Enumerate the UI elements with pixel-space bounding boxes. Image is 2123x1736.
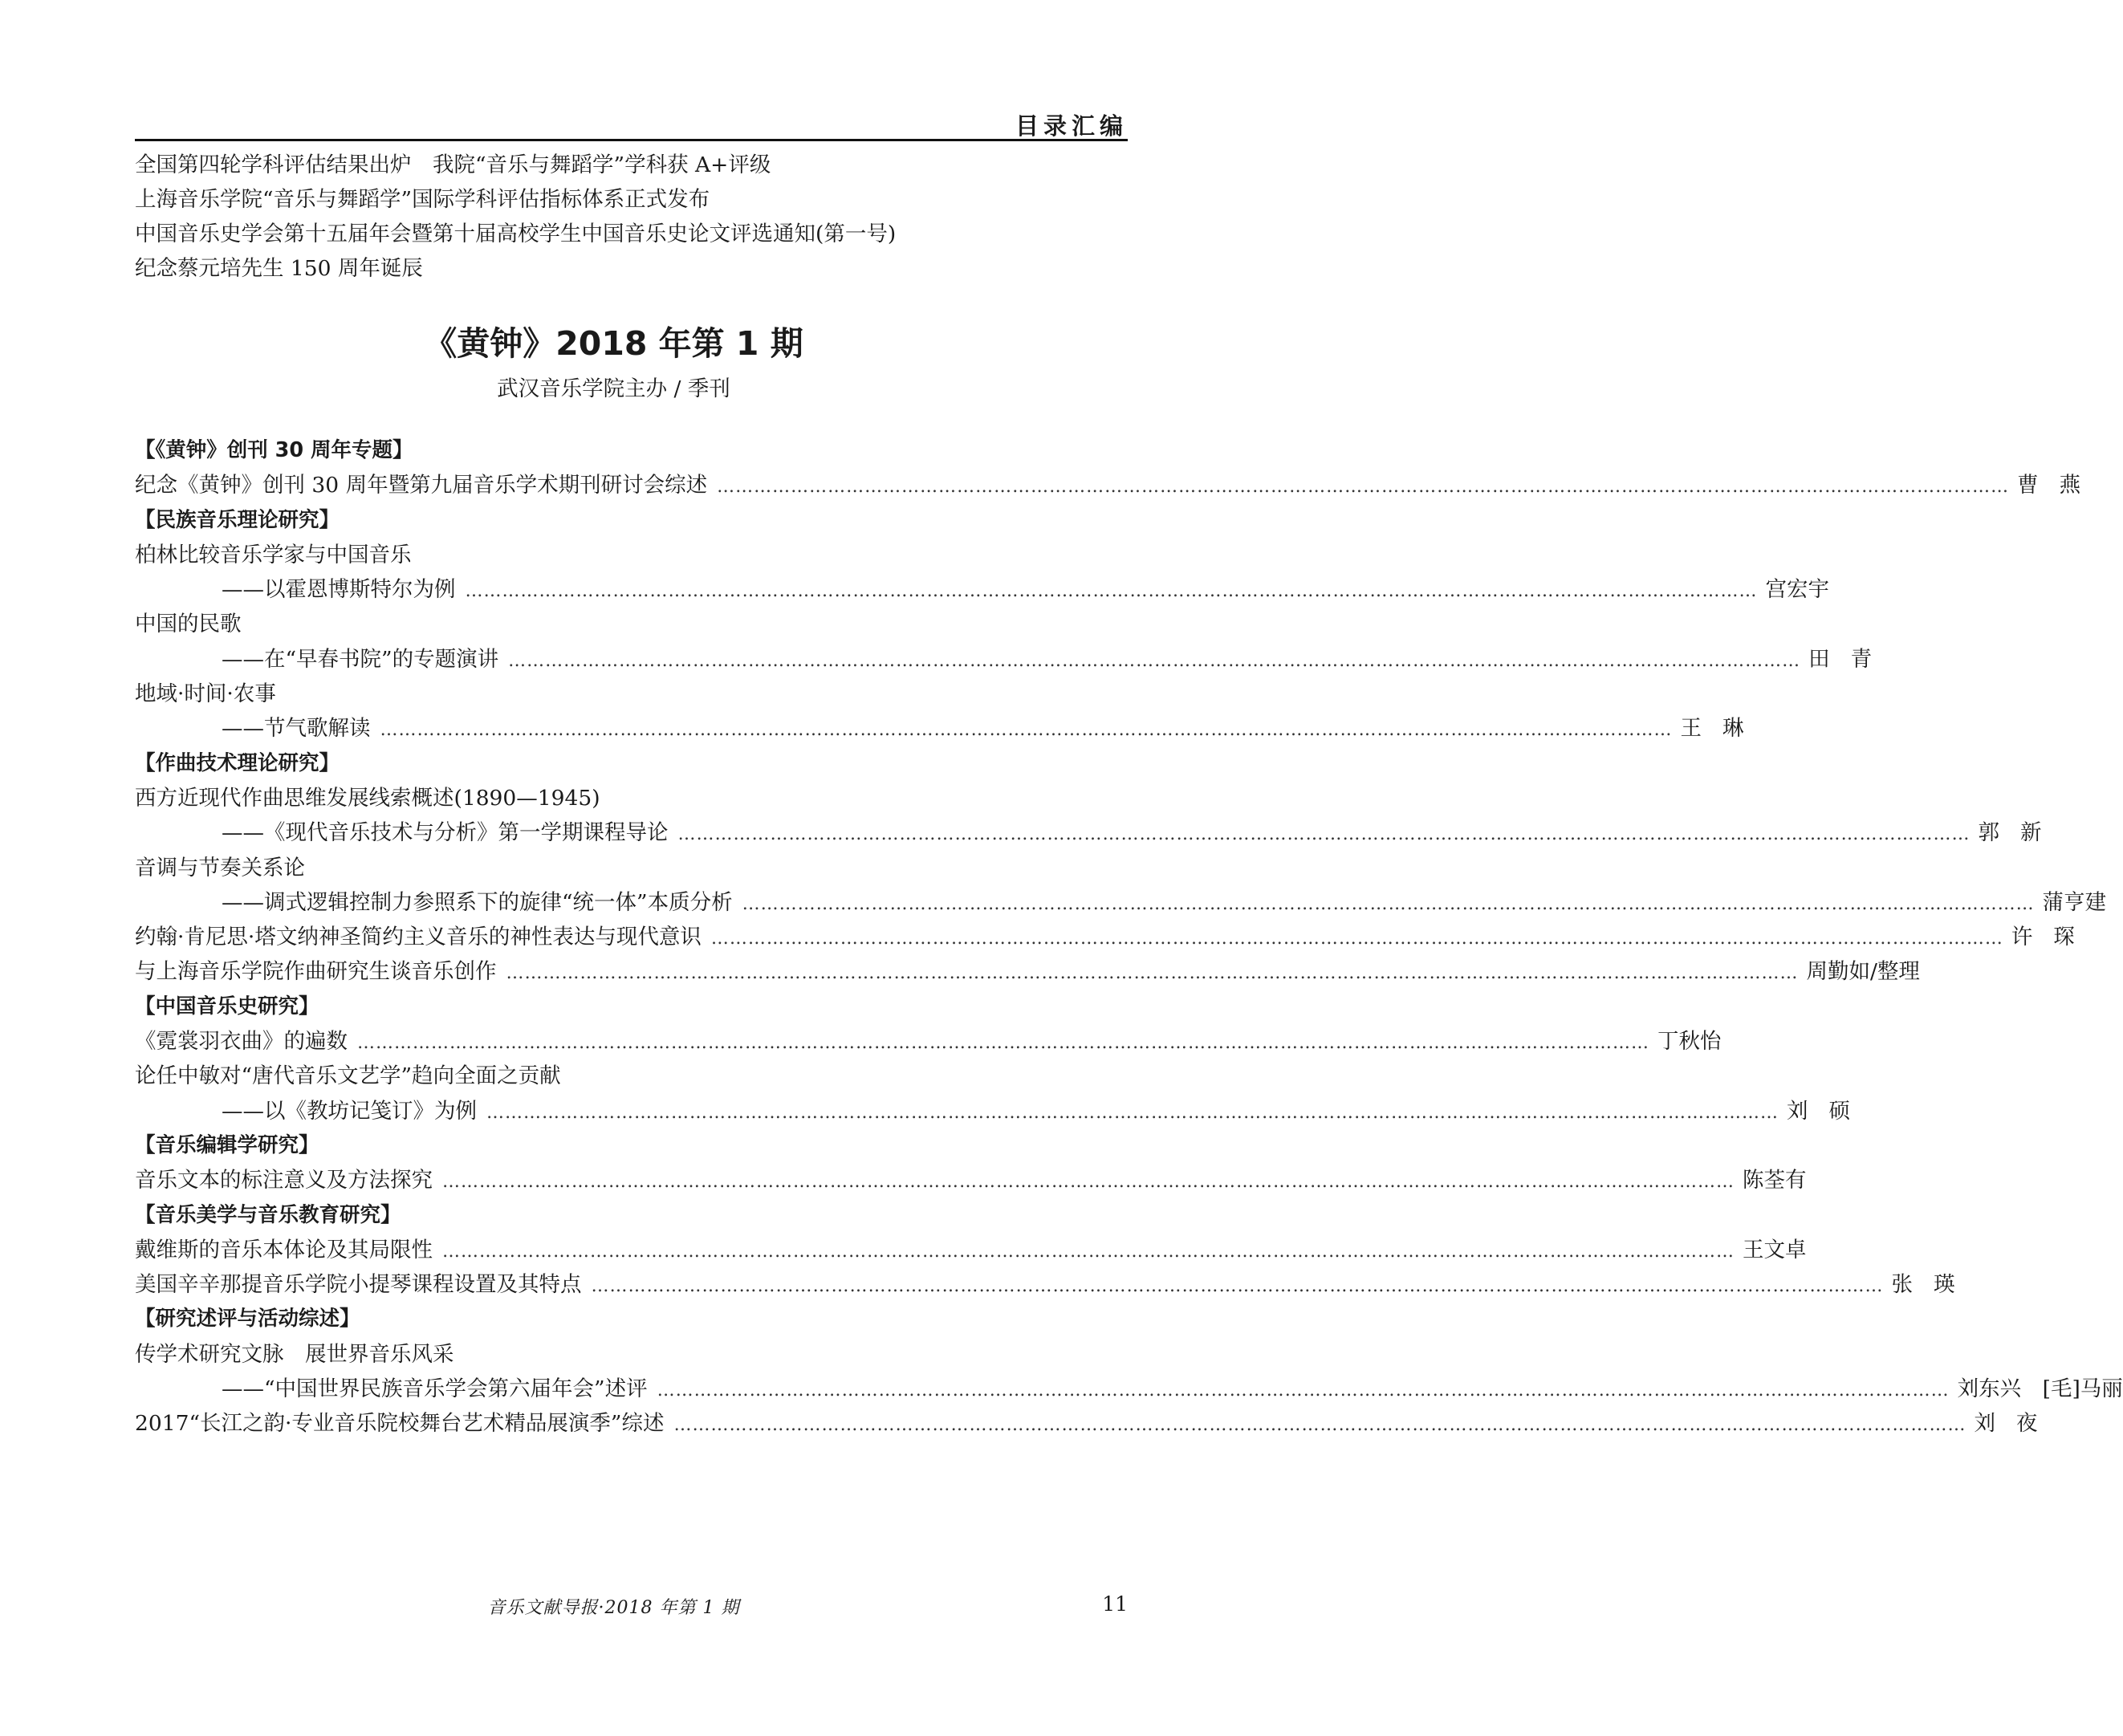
dot-leader — [508, 644, 1800, 678]
page-number: 11 — [1102, 1592, 1128, 1616]
header-rule — [135, 139, 1128, 141]
dot-leader — [442, 1234, 1735, 1269]
entry-title: 论任中敏对“唐代音乐文艺学”趋向全面之贡献 — [135, 1063, 561, 1089]
toc-entry — [135, 1372, 2123, 1406]
entry-title: 美国辛辛那提音乐学院小提琴课程设置及其特点 — [135, 1272, 582, 1298]
notice-item: 纪念蔡元培先生 150 周年诞辰 — [135, 256, 423, 281]
section-heading: 【音乐美学与音乐教育研究】 — [135, 1202, 401, 1227]
dot-leader — [717, 470, 2009, 504]
entry-title: 纪念《黄钟》创刊 30 周年暨第九届音乐学术期刊研讨会综述 — [135, 473, 708, 498]
entry-author: 陈荃有 — [1743, 1168, 1807, 1193]
toc-entry — [135, 815, 2063, 850]
toc-entry — [135, 920, 2096, 954]
entry-subtitle: ——《现代音乐技术与分析》第一学期课程导论 — [222, 820, 669, 846]
footer-journal-line: 音乐文献导报·2018 年第 1 期 — [487, 1598, 740, 1618]
notice-item: 全国第四轮学科评估结果出炉 我院“音乐与舞蹈学”学科获 A+评级 — [135, 152, 771, 177]
toc-entry — [135, 1094, 1871, 1128]
dot-leader — [678, 817, 1970, 852]
entry-author: 王琳 — [1680, 716, 1765, 742]
dot-leader — [592, 1269, 1884, 1303]
toc-entry — [135, 851, 1128, 885]
dot-leader — [466, 574, 1758, 608]
notice-item: 中国音乐史学会第十五届年会暨第十届高校学生中国音乐史论文评选通知(第一号) — [135, 222, 897, 246]
entry-author: 曹燕 — [2017, 473, 2102, 498]
notice-list — [135, 148, 1128, 286]
entry-author: 周勤如/整理 — [1806, 959, 1920, 985]
entry-author: 刘硕 — [1787, 1098, 1871, 1124]
entry-author: 郭新 — [1978, 820, 2063, 846]
dot-leader — [380, 713, 1673, 747]
dot-leader — [673, 1408, 1966, 1442]
toc-entry — [135, 885, 2107, 920]
entry-title: 传学术研究文脉 展世界音乐风采 — [135, 1341, 454, 1367]
section-heading: 【作曲技术理论研究】 — [135, 750, 340, 775]
toc-entry — [135, 1233, 1807, 1267]
section-heading: 【中国音乐史研究】 — [135, 994, 319, 1018]
section-heading: 【研究述评与活动综述】 — [135, 1307, 360, 1331]
issue-title: 《黄钟》2018 年第 1 期 — [424, 324, 803, 363]
toc-entry — [135, 538, 1128, 572]
entry-author: 许琛 — [2011, 925, 2096, 950]
toc-entry — [135, 607, 1128, 641]
dot-leader — [357, 1026, 1649, 1060]
section-title: 目录汇编 — [1015, 112, 1128, 140]
entry-title: 约翰·肯尼思·塔文纳神圣简约主义音乐的神性表达与现代意识 — [135, 925, 702, 950]
notice-item: 上海音乐学院“音乐与舞蹈学”国际学科评估指标体系正式发布 — [135, 187, 710, 212]
entry-subtitle: ——节气歌解读 — [222, 716, 371, 742]
section-heading: 【音乐编辑学研究】 — [135, 1132, 319, 1157]
entry-author: 宫宏宇 — [1765, 577, 1829, 603]
toc-entry — [135, 1267, 1976, 1302]
entry-title: 与上海音乐学院作曲研究生谈音乐创作 — [135, 959, 497, 985]
entry-subtitle: ——调式逻辑控制力参照系下的旋律“统一体”本质分析 — [222, 889, 733, 915]
entry-title: 《霓裳羽衣曲》的遍数 — [135, 1029, 348, 1055]
toc-entry — [135, 468, 2102, 502]
entry-title: 音调与节奏关系论 — [135, 855, 305, 880]
toc-entry — [135, 642, 1893, 677]
entry-author: 王文卓 — [1743, 1237, 1807, 1262]
dot-leader — [486, 1096, 1779, 1130]
toc-entry — [135, 1163, 1807, 1197]
entry-title: 西方近现代作曲思维发展线索概述(1890—1945) — [135, 785, 600, 811]
entry-subtitle: ——在“早春书院”的专题演讲 — [222, 646, 499, 672]
entry-author: 张瑛 — [1891, 1272, 1976, 1298]
entry-author: 田青 — [1808, 646, 1893, 672]
entry-title: 音乐文本的标注意义及方法探究 — [135, 1168, 433, 1193]
entry-subtitle: ——以霍恩博斯特尔为例 — [222, 577, 456, 603]
toc-entry — [135, 954, 1920, 989]
table-of-contents — [135, 433, 2123, 1441]
entry-subtitle: ——“中国世界民族音乐学会第六届年会”述评 — [222, 1376, 648, 1402]
issue-subtitle: 武汉音乐学院主办 / 季刊 — [497, 376, 730, 401]
entry-title: 柏林比较音乐学家与中国音乐 — [135, 542, 412, 567]
toc-entry — [135, 1059, 1128, 1093]
entry-author: 刘东兴 [毛]马丽 — [1957, 1376, 2123, 1402]
dot-leader — [742, 887, 2035, 921]
entry-author: 丁秋怡 — [1657, 1029, 1722, 1055]
dot-leader — [657, 1373, 1950, 1408]
toc-entry — [135, 711, 1765, 746]
section-heading: 【民族音乐理论研究】 — [135, 507, 340, 532]
entry-title: 2017“长江之韵·专业音乐院校舞台艺术精品展演季”综述 — [135, 1411, 665, 1437]
entry-subtitle: ——以《教坊记笺订》为例 — [222, 1098, 477, 1124]
dot-leader — [711, 921, 2003, 956]
section-heading: 【《黄钟》创刊 30 周年专题】 — [135, 438, 413, 462]
toc-entry — [135, 1024, 1722, 1059]
entry-author: 刘夜 — [1974, 1411, 2059, 1437]
entry-title: 戴维斯的音乐本体论及其局限性 — [135, 1237, 433, 1262]
toc-entry — [135, 781, 1128, 815]
entry-author: 蒲亨建 — [2042, 889, 2107, 915]
dot-leader — [506, 956, 1799, 990]
toc-entry — [135, 1406, 2059, 1441]
toc-entry — [135, 677, 1128, 711]
dot-leader — [442, 1165, 1735, 1199]
entry-title: 地域·时间·农事 — [135, 681, 276, 707]
toc-entry — [135, 1337, 1128, 1372]
entry-title: 中国的民歌 — [135, 612, 242, 637]
toc-entry — [135, 572, 1829, 607]
